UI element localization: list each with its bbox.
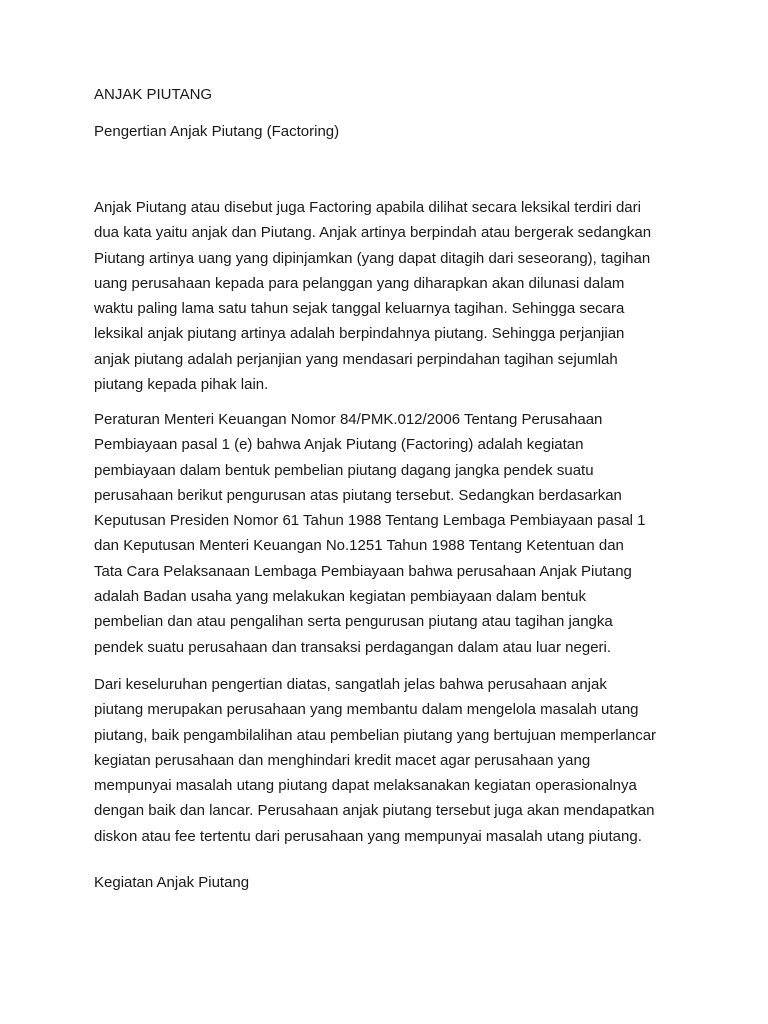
section-heading: Kegiatan Anjak Piutang [94, 874, 250, 891]
document-subtitle: Pengertian Anjak Piutang (Factoring) [94, 123, 340, 140]
paragraph-regulation: Peraturan Menteri Keuangan Nomor 84/PMK.012/2006 Tentang Perusahaan Pembiayaan pasal 1 (e) bahwa Anjak Piutang (Factoring) adalah kegiatan pembiayaan dalam bentuk pembelian piutang dagang jangka pendek suatu perusahaan berikut pengurusan atas piutang tersebut. Sedangkan berdasarkan Keputusan Presiden Nomor 61 Tahun 1988 Tentang Lembaga Pembiayaan pasal 1 dan Keputusan Menteri Keuangan No.1251 Tahun 1988 Tentang Ketentuan dan Tata Cara Pelaksanaan Lembaga Pembiayaan bahwa perusahaan Anjak Piutang adalah Badan usaha yang melakukan kegiatan pembiayaan dalam bentuk pembelian dan atau pengalihan serta pengurusan piutang atau tagihan jangka pendek suatu perusahaan dan transaksi perdagangan dalam atau luar negeri. [94, 411, 646, 656]
paragraph-definition: Anjak Piutang atau disebut juga Factoring apabila dilihat secara leksikal terdiri dari dua kata yaitu anjak dan Piutang. Anjak artinya berpindah atau bergerak sedangkan Piutang artinya uang yang dipinjamkan (yang dapat ditagih dari seseorang), tagihan uang perusahaan kepada para pelanggan yang diharapkan akan dilunasi dalam waktu paling lama satu tahun sejak tanggal keluarnya tagihan. Sehingga secara leksikal anjak piutang artinya adalah berpindahnya piutang. Sehingga perjanjian anjak piutang adalah perjanjian yang mendasari perpindahan tagihan sejumlah piutang kepada pihak lain. [94, 199, 652, 394]
paragraph-conclusion: Dari keseluruhan pengertian diatas, sangatlah jelas bahwa perusahaan anjak piutang merupakan perusahaan yang membantu dalam mengelola masalah utang piutang, baik pengambilalihan atau pembelian piutang yang bertujuan memperlancar kegiatan perusahaan dan menghindari kredit macet agar perusahaan yang mempunyai masalah utang piutang dapat melaksanakan kegiatan operasionalnya dengan baik dan lancar. Perusahaan anjak piutang tersebut juga akan mendapatkan diskon atau fee tertentu dari perusahaan yang mempunyai masalah utang piutang. [94, 676, 657, 845]
document-title: ANJAK PIUTANG [94, 86, 213, 103]
